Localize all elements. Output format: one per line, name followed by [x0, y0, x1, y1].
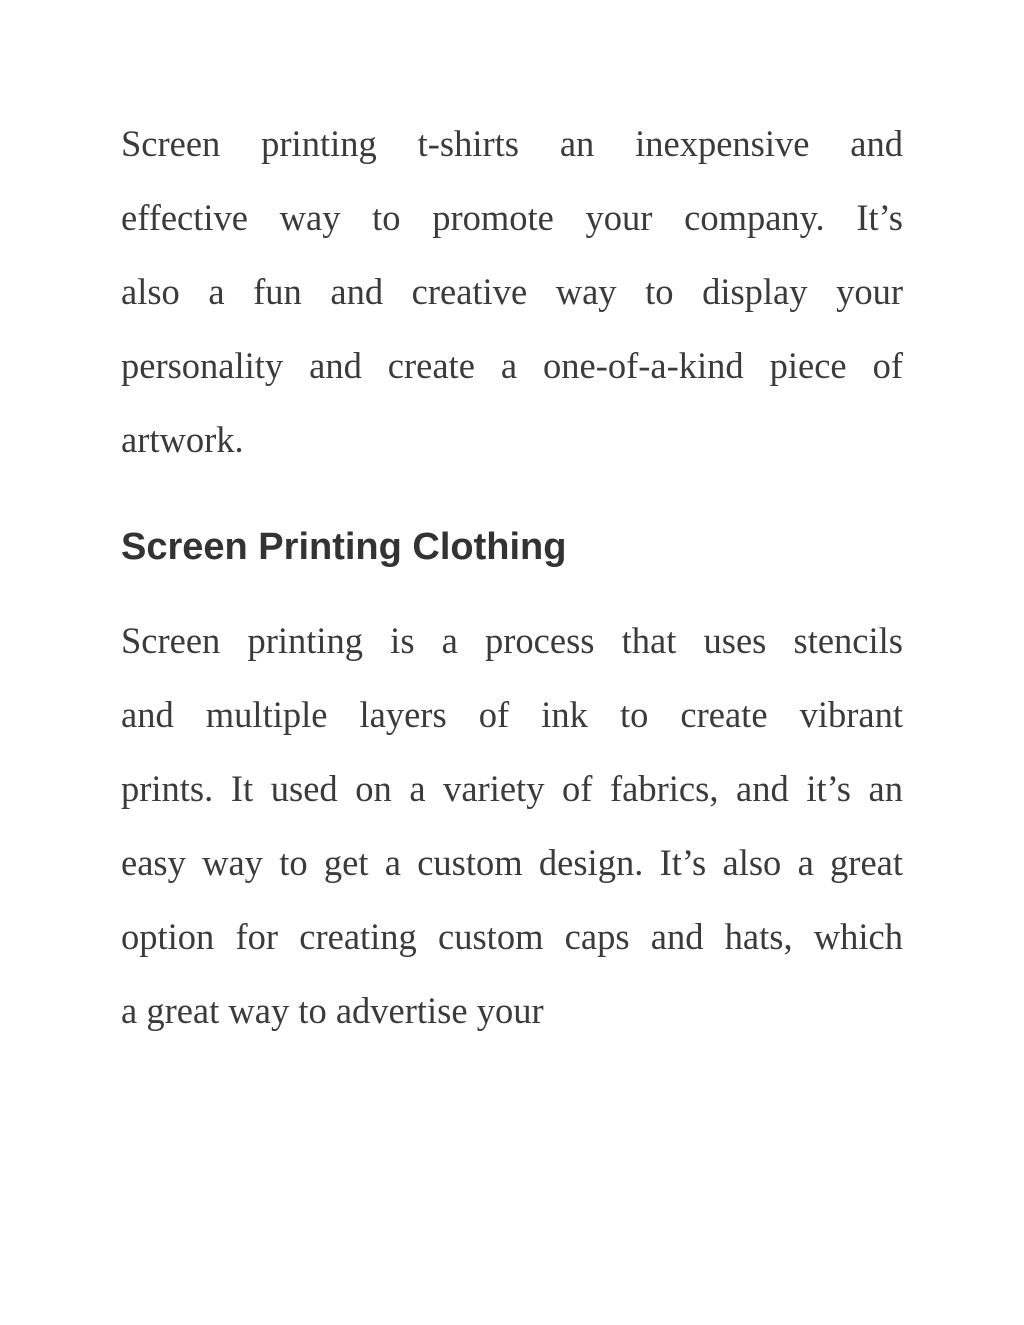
- section-heading: Screen Printing Clothing: [121, 526, 567, 568]
- paragraph-line: easy way to get a custom design. It’s also a great: [121, 842, 903, 883]
- paragraph-line: effective way to promote your company. It’s: [121, 197, 903, 238]
- paragraph-line: personality and create a one-of-a-kind piece of: [121, 345, 903, 386]
- paragraph-line: and multiple layers of ink to create vibrant: [121, 694, 903, 735]
- paragraph-line: a great way to advertise your: [121, 990, 544, 1031]
- paragraph-line: artwork.: [121, 419, 244, 460]
- paragraph-line: option for creating custom caps and hats, which: [121, 916, 903, 957]
- paragraph-line: Screen printing is a process that uses stencils: [121, 620, 903, 661]
- paragraph-line: prints. It used on a variety of fabrics, and it’s an: [121, 768, 903, 809]
- paragraph-line: also a fun and creative way to display your: [121, 271, 903, 312]
- paragraph-line: Screen printing t-shirts an inexpensive and: [121, 123, 903, 164]
